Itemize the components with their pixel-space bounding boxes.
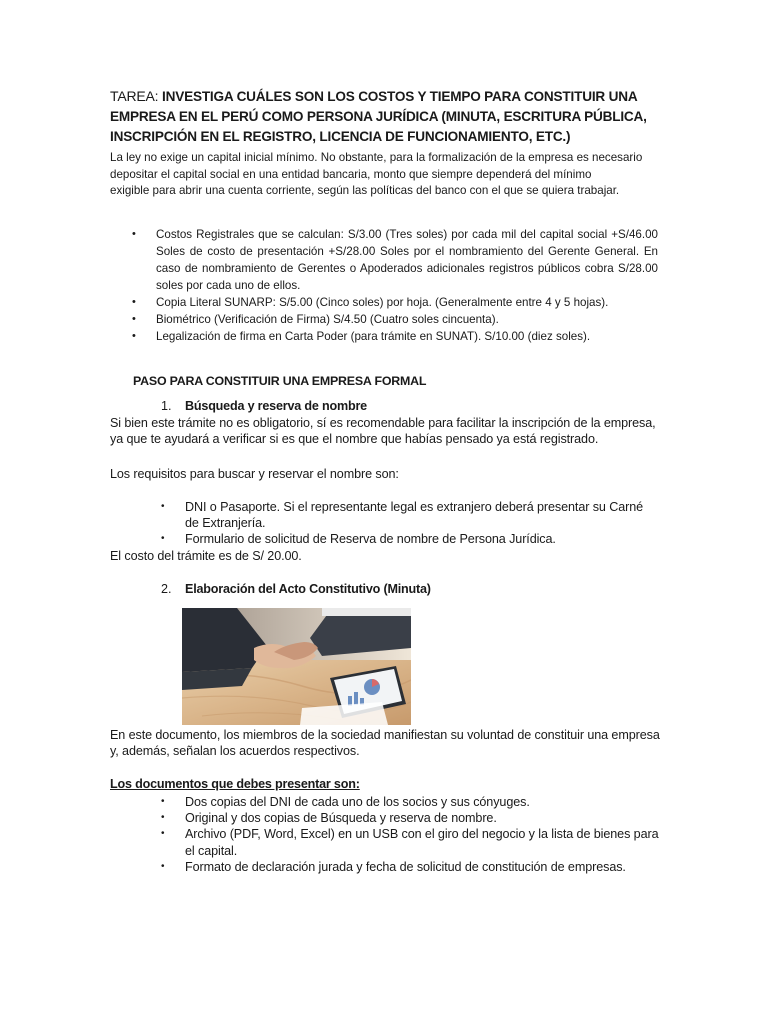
cost-item bbox=[110, 311, 658, 328]
bullet-icon: • bbox=[161, 828, 165, 840]
bullet-icon: • bbox=[161, 812, 165, 824]
step-2-description: En este documento, los miembros de la sociedad manifiestan su voluntad de constituir una empresa y, además, señalan los acuerdos respectivos. bbox=[110, 728, 660, 759]
list-item bbox=[161, 794, 659, 810]
step-2-heading bbox=[161, 582, 431, 596]
title-line-3: INSCRIPCIÓN EN EL REGISTRO, LICENCIA DE FUNCIONAMIENTO, ETC.) bbox=[110, 129, 571, 144]
cost-item-text: Legalización de firma en Carta Poder (para trámite en SUNAT). S/10.00 (diez soles). bbox=[156, 330, 591, 343]
assignment-title bbox=[110, 86, 670, 147]
bullet-icon: • bbox=[132, 296, 136, 308]
cost-item-text: Costos Registrales que se calculan: S/3.00 (Tres soles) por cada mil del capital social +S/46.00 Soles de costo de presentación +S/28.00 Soles por el nombramiento del Gerente General. En caso de nombramiento de Gerentes o Apoderados adicionales registros públicos cobra S/28.00 soles por cada uno de ellos. bbox=[156, 228, 658, 292]
list-item bbox=[161, 859, 659, 875]
bullet-icon: • bbox=[161, 533, 165, 545]
list-item-text: DNI o Pasaporte. Si el representante legal es extranjero deberá presentar su Carné de Extranjería. bbox=[185, 500, 644, 531]
step-1-number: 1. bbox=[161, 399, 172, 413]
section-title: PASO PARA CONSTITUIR UNA EMPRESA FORMAL bbox=[133, 374, 427, 388]
title-prefix: TAREA: bbox=[110, 88, 163, 104]
cost-item bbox=[110, 226, 658, 294]
intro-line-3: exigible para abrir una cuenta corriente, según las políticas del banco con el que se quiera trabajar. bbox=[110, 184, 620, 197]
step-1-requirements-intro: Los requisitos para buscar y reservar el nombre son: bbox=[110, 467, 399, 481]
documents-title: Los documentos que debes presentar son: bbox=[110, 777, 360, 791]
list-item bbox=[161, 531, 659, 547]
step-1-title: Búsqueda y reserva de nombre bbox=[185, 399, 367, 413]
step-2-number: 2. bbox=[161, 582, 172, 596]
bullet-icon: • bbox=[132, 228, 136, 240]
bullet-icon: • bbox=[132, 330, 136, 342]
step-1-cost: El costo del trámite es de S/ 20.00. bbox=[110, 549, 302, 563]
documents-list bbox=[161, 794, 659, 875]
bullet-icon: • bbox=[161, 796, 165, 807]
list-item-text: Original y dos copias de Búsqueda y reserva de nombre. bbox=[185, 811, 497, 826]
list-item bbox=[161, 810, 659, 826]
cost-item bbox=[110, 328, 658, 345]
cost-item bbox=[110, 294, 658, 311]
handshake-photo bbox=[182, 608, 411, 725]
intro-paragraph bbox=[110, 150, 670, 200]
bullet-icon: • bbox=[161, 501, 165, 512]
list-item-text: Dos copias del DNI de cada uno de los socios y sus cónyuges. bbox=[185, 795, 530, 809]
list-item-text: Formulario de solicitud de Reserva de nombre de Persona Jurídica. bbox=[185, 532, 556, 547]
step-1-heading bbox=[161, 399, 367, 413]
intro-line-2: depositar el capital social en una entidad bancaria, monto que siempre dependerá del mínimo bbox=[110, 167, 592, 181]
step-1-description: Si bien este trámite no es obligatorio, sí es recomendable para facilitar la inscripción de la empresa, ya que te ayudará a verificar si es que el nombre que habías pensado ya está registrado. bbox=[110, 416, 656, 447]
handshake-image bbox=[182, 608, 411, 725]
cost-list bbox=[110, 226, 658, 345]
step-2-title: Elaboración del Acto Constitutivo (Minuta) bbox=[185, 582, 431, 596]
bullet-icon: • bbox=[132, 313, 136, 325]
list-item bbox=[161, 826, 659, 858]
title-line-1: INVESTIGA CUÁLES SON LOS COSTOS Y TIEMPO PARA CONSTITUIR UNA bbox=[162, 89, 638, 104]
cost-item-text: Copia Literal SUNARP: S/5.00 (Cinco soles) por hoja. (Generalmente entre 4 y 5 hojas). bbox=[156, 296, 609, 309]
cost-item-text: Biométrico (Verificación de Firma) S/4.50 (Cuatro soles cincuenta). bbox=[156, 313, 499, 326]
requirements-list bbox=[161, 499, 659, 548]
bullet-icon: • bbox=[161, 860, 165, 872]
intro-line-1: La ley no exige un capital inicial mínimo. No obstante, para la formalización de la empresa es necesario bbox=[110, 151, 643, 164]
list-item bbox=[161, 499, 659, 531]
list-item-text: Archivo (PDF, Word, Excel) en un USB con el giro del negocio y la lista de bienes para el capital. bbox=[185, 827, 659, 858]
title-line-2: EMPRESA EN EL PERÚ COMO PERSONA JURÍDICA (MINUTA, ESCRITURA PÚBLICA, bbox=[110, 109, 647, 124]
list-item-text: Formato de declaración jurada y fecha de solicitud de constitución de empresas. bbox=[185, 859, 626, 874]
